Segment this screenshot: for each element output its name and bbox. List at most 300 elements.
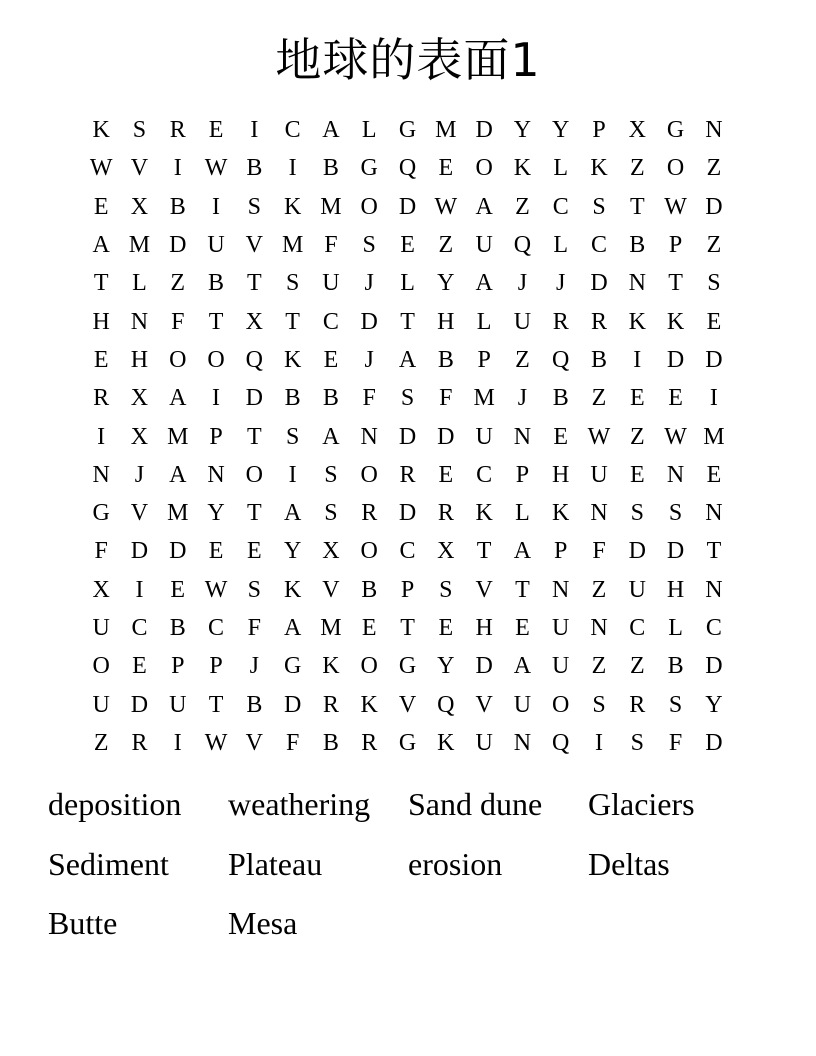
- grid-letter: A: [169, 461, 187, 488]
- grid-letter: T: [629, 193, 645, 220]
- word-list-item: Deltas: [588, 845, 670, 882]
- grid-letter: L: [553, 155, 569, 182]
- grid-letter: B: [552, 385, 569, 412]
- grid-letter: S: [324, 461, 338, 488]
- grid-letter: E: [208, 538, 224, 565]
- grid-letter: U: [169, 691, 187, 718]
- grid-letter: W: [664, 423, 687, 450]
- letter-grid: [82, 111, 733, 762]
- grid-letter: K: [92, 117, 110, 144]
- grid-letter: C: [552, 193, 569, 220]
- grid-letter: L: [132, 270, 147, 297]
- grid-letter: O: [360, 538, 378, 565]
- grid-letter: C: [131, 615, 148, 641]
- grid-letter: R: [629, 691, 646, 718]
- grid-letter: C: [208, 615, 225, 641]
- grid-letter: A: [513, 653, 532, 680]
- grid-letter: D: [130, 538, 149, 565]
- grid-letter: N: [513, 423, 532, 450]
- grid-letter: Q: [513, 232, 532, 259]
- grid-letter: L: [668, 615, 683, 641]
- grid-letter: G: [398, 117, 417, 144]
- grid-letter: B: [208, 270, 225, 297]
- grid-letter: N: [666, 461, 685, 488]
- grid-letter: R: [169, 117, 186, 144]
- grid-row: [82, 724, 733, 762]
- grid-letter: S: [324, 500, 338, 527]
- grid-letter: J: [249, 653, 259, 680]
- grid-row: [82, 226, 733, 264]
- grid-letter: F: [247, 615, 262, 641]
- grid-letter: T: [247, 500, 262, 527]
- word-list-item: Glaciers: [588, 786, 695, 822]
- grid-letter: K: [475, 500, 493, 527]
- grid-letter: C: [284, 117, 301, 144]
- grid-letter: P: [592, 117, 606, 144]
- word-list-item: Plateau: [228, 845, 323, 882]
- grid-letter: L: [400, 270, 415, 297]
- grid-letter: F: [439, 385, 453, 412]
- grid-letter: X: [245, 308, 263, 335]
- grid-letter: W: [89, 155, 113, 182]
- grid-row: [82, 302, 733, 340]
- grid-letter: C: [476, 461, 493, 488]
- grid-letter: U: [552, 653, 570, 680]
- grid-letter: R: [552, 308, 569, 335]
- grid-letter: M: [167, 500, 189, 527]
- grid-letter: W: [204, 155, 228, 182]
- grid-letter: D: [590, 270, 608, 297]
- grid-letter: S: [400, 385, 415, 412]
- grid-letter: H: [552, 461, 570, 488]
- word-list: [48, 780, 778, 959]
- grid-letter: D: [705, 653, 723, 680]
- grid-letter: K: [666, 308, 685, 335]
- grid-letter: P: [477, 346, 491, 373]
- grid-letter: T: [668, 270, 683, 297]
- grid-letter: R: [322, 691, 339, 718]
- grid-letter: A: [513, 538, 532, 565]
- grid-letter: B: [169, 193, 186, 220]
- grid-letter: Y: [437, 653, 455, 680]
- grid-letter: D: [475, 653, 493, 680]
- grid-letter: D: [666, 346, 685, 373]
- grid-letter: E: [170, 576, 186, 603]
- grid-letter: Q: [552, 346, 570, 373]
- grid-letter: D: [705, 193, 723, 220]
- grid-letter: Y: [283, 538, 302, 565]
- grid-letter: I: [288, 461, 297, 488]
- grid-letter: G: [283, 653, 302, 680]
- grid-letter: D: [705, 346, 723, 373]
- grid-letter: U: [628, 576, 646, 603]
- grid-letter: E: [706, 461, 722, 488]
- grid-letter: S: [362, 232, 376, 259]
- grid-letter: V: [245, 729, 263, 756]
- grid-letter: D: [283, 691, 302, 718]
- grid-letter: D: [398, 423, 417, 450]
- grid-letter: Z: [629, 653, 645, 680]
- grid-letter: Z: [170, 270, 186, 297]
- grid-letter: H: [130, 346, 149, 373]
- word-list-item: Sand dune: [408, 786, 543, 822]
- grid-row: [82, 494, 733, 532]
- grid-letter: L: [361, 117, 377, 144]
- grid-letter: Z: [438, 232, 454, 259]
- grid-letter: O: [92, 653, 110, 680]
- grid-letter: N: [92, 461, 110, 488]
- grid-letter: A: [322, 423, 340, 450]
- grid-letter: A: [283, 615, 302, 641]
- grid-letter: Z: [629, 155, 645, 182]
- grid-letter: B: [246, 155, 263, 182]
- grid-letter: F: [171, 308, 185, 335]
- grid-letter: E: [706, 308, 722, 335]
- grid-letter: K: [322, 653, 340, 680]
- grid-letter: S: [439, 576, 453, 603]
- grid-letter: H: [666, 576, 685, 603]
- grid-letter: C: [591, 232, 608, 259]
- grid-letter: O: [360, 653, 378, 680]
- grid-letter: T: [706, 538, 722, 565]
- grid-letter: E: [208, 117, 224, 144]
- word-list-item: erosion: [408, 845, 503, 882]
- word-list-item: weathering: [228, 786, 371, 822]
- grid-letter: T: [400, 308, 415, 335]
- grid-letter: D: [475, 117, 493, 144]
- grid-row: [82, 647, 733, 685]
- grid-letter: D: [169, 538, 187, 565]
- grid-letter: S: [247, 576, 262, 603]
- grid-letter: X: [130, 385, 149, 412]
- grid-letter: F: [592, 538, 606, 565]
- grid-letter: H: [92, 308, 110, 335]
- grid-letter: E: [93, 346, 109, 373]
- grid-letter: T: [476, 538, 492, 565]
- grid-letter: X: [130, 193, 149, 220]
- grid-letter: B: [361, 576, 378, 603]
- grid-row: [82, 341, 733, 379]
- grid-letter: U: [590, 461, 608, 488]
- grid-letter: O: [360, 461, 378, 488]
- grid-letter: V: [130, 155, 149, 182]
- grid-letter: D: [360, 308, 378, 335]
- grid-letter: Q: [552, 729, 570, 756]
- grid-letter: V: [130, 500, 149, 527]
- grid-letter: D: [705, 729, 723, 756]
- grid-letter: N: [705, 576, 723, 603]
- grid-letter: B: [437, 346, 454, 373]
- grid-letter: T: [208, 308, 224, 335]
- grid-letter: D: [398, 500, 417, 527]
- grid-letter: E: [515, 615, 530, 641]
- grid-letter: K: [628, 308, 646, 335]
- grid-letter: M: [473, 385, 495, 412]
- grid-letter: C: [322, 308, 339, 335]
- grid-letter: B: [667, 653, 684, 680]
- grid-letter: K: [360, 691, 378, 718]
- grid-letter: Z: [629, 423, 645, 450]
- word-list-item: Sediment: [48, 845, 169, 882]
- grid-letter: V: [475, 576, 493, 603]
- grid-row: [82, 609, 733, 647]
- grid-letter: R: [131, 729, 148, 756]
- grid-letter: E: [323, 346, 339, 373]
- grid-row: [82, 532, 733, 570]
- grid-letter: J: [517, 385, 528, 412]
- grid-letter: K: [437, 729, 455, 756]
- grid-letter: T: [285, 308, 300, 335]
- grid-letter: Y: [207, 500, 225, 527]
- grid-letter: Z: [515, 193, 530, 220]
- grid-letter: J: [556, 270, 566, 297]
- word-list-item: Butte: [48, 905, 118, 941]
- grid-letter: I: [633, 346, 642, 373]
- grid-letter: A: [475, 270, 493, 297]
- grid-letter: D: [130, 691, 149, 718]
- grid-letter: M: [703, 423, 725, 450]
- grid-letter: V: [398, 691, 417, 718]
- grid-letter: Y: [513, 117, 532, 144]
- grid-letter: N: [705, 500, 723, 527]
- grid-letter: S: [285, 423, 300, 450]
- grid-letter: M: [320, 193, 342, 220]
- grid-letter: Z: [591, 653, 607, 680]
- grid-row: [82, 149, 733, 187]
- grid-letter: N: [590, 615, 608, 641]
- grid-row: [82, 456, 733, 494]
- grid-letter: X: [322, 538, 340, 565]
- grid-letter: E: [400, 232, 415, 259]
- grid-letter: O: [552, 691, 570, 718]
- grid-letter: M: [320, 615, 342, 641]
- grid-letter: U: [322, 270, 340, 297]
- grid-letter: X: [130, 423, 149, 450]
- grid-letter: J: [364, 270, 374, 297]
- grid-letter: S: [630, 729, 644, 756]
- grid-letter: B: [246, 691, 263, 718]
- grid-letter: P: [171, 653, 185, 680]
- grid-letter: K: [590, 155, 608, 182]
- grid-letter: E: [553, 423, 569, 450]
- grid-letter: N: [705, 117, 723, 144]
- grid-letter: X: [437, 538, 455, 565]
- grid-row: [82, 188, 733, 226]
- grid-letter: U: [92, 615, 110, 641]
- grid-letter: G: [92, 500, 110, 527]
- grid-letter: W: [204, 576, 228, 603]
- grid-letter: U: [475, 423, 493, 450]
- grid-letter: P: [209, 423, 223, 450]
- grid-letter: T: [247, 423, 262, 450]
- grid-letter: E: [132, 653, 147, 680]
- grid-letter: Z: [93, 729, 109, 756]
- grid-letter: J: [364, 346, 374, 373]
- grid-letter: Y: [552, 117, 570, 144]
- grid-letter: M: [128, 232, 151, 259]
- grid-letter: B: [591, 346, 608, 373]
- grid-letter: I: [709, 385, 718, 412]
- grid-letter: U: [552, 615, 570, 641]
- grid-letter: M: [435, 117, 457, 144]
- grid-letter: A: [322, 117, 340, 144]
- grid-letter: E: [438, 615, 454, 641]
- grid-letter: Z: [591, 385, 607, 412]
- grid-letter: M: [167, 423, 189, 450]
- grid-letter: T: [400, 615, 415, 641]
- grid-letter: I: [212, 193, 221, 220]
- grid-letter: P: [554, 538, 568, 565]
- grid-letter: L: [515, 500, 530, 527]
- grid-letter: F: [362, 385, 376, 412]
- grid-letter: N: [360, 423, 378, 450]
- word-list-item: deposition: [48, 786, 182, 822]
- grid-letter: U: [207, 232, 225, 259]
- grid-letter: K: [283, 576, 302, 603]
- grid-letter: U: [475, 729, 493, 756]
- grid-letter: U: [513, 308, 532, 335]
- grid-letter: E: [668, 385, 683, 412]
- grid-letter: B: [322, 155, 339, 182]
- grid-letter: D: [245, 385, 263, 412]
- grid-letter: W: [587, 423, 611, 450]
- grid-letter: I: [250, 117, 259, 144]
- grid-letter: N: [130, 308, 149, 335]
- grid-letter: R: [591, 308, 608, 335]
- grid-letter: I: [595, 729, 603, 756]
- grid-letter: U: [513, 691, 532, 718]
- grid-letter: S: [668, 691, 683, 718]
- grid-letter: R: [399, 461, 416, 488]
- grid-letter: D: [666, 538, 685, 565]
- grid-letter: I: [173, 155, 182, 182]
- grid-letter: G: [360, 155, 378, 182]
- grid-letter: V: [475, 691, 493, 718]
- grid-letter: T: [515, 576, 530, 603]
- grid-letter: L: [553, 232, 569, 259]
- grid-letter: A: [398, 346, 417, 373]
- grid-letter: Z: [515, 346, 530, 373]
- grid-letter: F: [324, 232, 338, 259]
- grid-letter: T: [93, 270, 109, 297]
- grid-letter: D: [169, 232, 187, 259]
- grid-letter: D: [437, 423, 455, 450]
- grid-letter: G: [666, 117, 685, 144]
- grid-letter: D: [398, 193, 417, 220]
- grid-letter: E: [361, 615, 377, 641]
- grid-letter: E: [438, 155, 454, 182]
- grid-letter: V: [322, 576, 340, 603]
- grid-letter: K: [552, 500, 570, 527]
- grid-letter: Y: [705, 691, 723, 718]
- grid-letter: U: [475, 232, 493, 259]
- grid-letter: M: [281, 232, 304, 259]
- grid-letter: S: [592, 691, 606, 718]
- grid-letter: A: [283, 500, 302, 527]
- grid-letter: F: [668, 729, 683, 756]
- grid-letter: O: [245, 461, 263, 488]
- grid-letter: V: [245, 232, 263, 259]
- grid-letter: C: [705, 615, 722, 641]
- grid-letter: T: [208, 691, 224, 718]
- grid-letter: R: [437, 500, 454, 527]
- grid-letter: T: [247, 270, 262, 297]
- grid-row: [82, 417, 733, 455]
- grid-letter: I: [288, 155, 297, 182]
- grid-letter: O: [475, 155, 493, 182]
- grid-letter: E: [247, 538, 262, 565]
- grid-letter: P: [400, 576, 415, 603]
- grid-letter: O: [169, 346, 187, 373]
- grid-letter: E: [629, 461, 645, 488]
- grid-letter: S: [592, 193, 606, 220]
- grid-letter: R: [93, 385, 110, 412]
- grid-letter: Z: [591, 576, 607, 603]
- grid-row: [82, 685, 733, 723]
- grid-letter: S: [132, 117, 147, 144]
- grid-letter: N: [628, 270, 646, 297]
- grid-letter: I: [212, 385, 221, 412]
- grid-letter: P: [668, 232, 683, 259]
- grid-letter: Z: [706, 155, 722, 182]
- grid-letter: K: [513, 155, 532, 182]
- grid-letter: S: [630, 500, 644, 527]
- grid-letter: N: [513, 729, 532, 756]
- grid-letter: P: [515, 461, 530, 488]
- grid-letter: O: [360, 193, 378, 220]
- grid-letter: W: [204, 729, 228, 756]
- grid-letter: S: [285, 270, 300, 297]
- grid-letter: A: [92, 232, 110, 259]
- grid-letter: H: [437, 308, 455, 335]
- grid-letter: E: [629, 385, 645, 412]
- grid-letter: K: [283, 346, 302, 373]
- grid-letter: K: [283, 193, 302, 220]
- grid-letter: C: [399, 538, 416, 565]
- grid-letter: H: [475, 615, 493, 641]
- grid-letter: A: [169, 385, 187, 412]
- grid-row: [82, 264, 733, 302]
- grid-letter: Q: [398, 155, 417, 182]
- grid-letter: B: [322, 385, 339, 412]
- grid-letter: W: [664, 193, 687, 220]
- grid-letter: J: [134, 461, 145, 488]
- grid-letter: S: [707, 270, 721, 297]
- grid-letter: F: [94, 538, 108, 565]
- grid-letter: Q: [437, 691, 455, 718]
- grid-letter: L: [476, 308, 492, 335]
- grid-letter: N: [590, 500, 608, 527]
- grid-letter: C: [629, 615, 646, 641]
- grid-letter: W: [434, 193, 458, 220]
- grid-letter: B: [169, 615, 186, 641]
- grid-letter: U: [92, 691, 110, 718]
- grid-letter: B: [284, 385, 301, 412]
- grid-letter: P: [209, 653, 223, 680]
- grid-letter: S: [668, 500, 683, 527]
- grid-letter: I: [97, 423, 106, 450]
- grid-letter: O: [666, 155, 685, 182]
- grid-letter: Q: [245, 346, 263, 373]
- grid-letter: R: [361, 729, 378, 756]
- grid-letter: N: [552, 576, 570, 603]
- grid-letter: F: [285, 729, 300, 756]
- page-title: 地球的表面1: [275, 33, 541, 87]
- grid-letter: I: [173, 729, 182, 756]
- grid-letter: N: [207, 461, 225, 488]
- grid-letter: S: [247, 193, 262, 220]
- grid-letter: I: [135, 576, 144, 603]
